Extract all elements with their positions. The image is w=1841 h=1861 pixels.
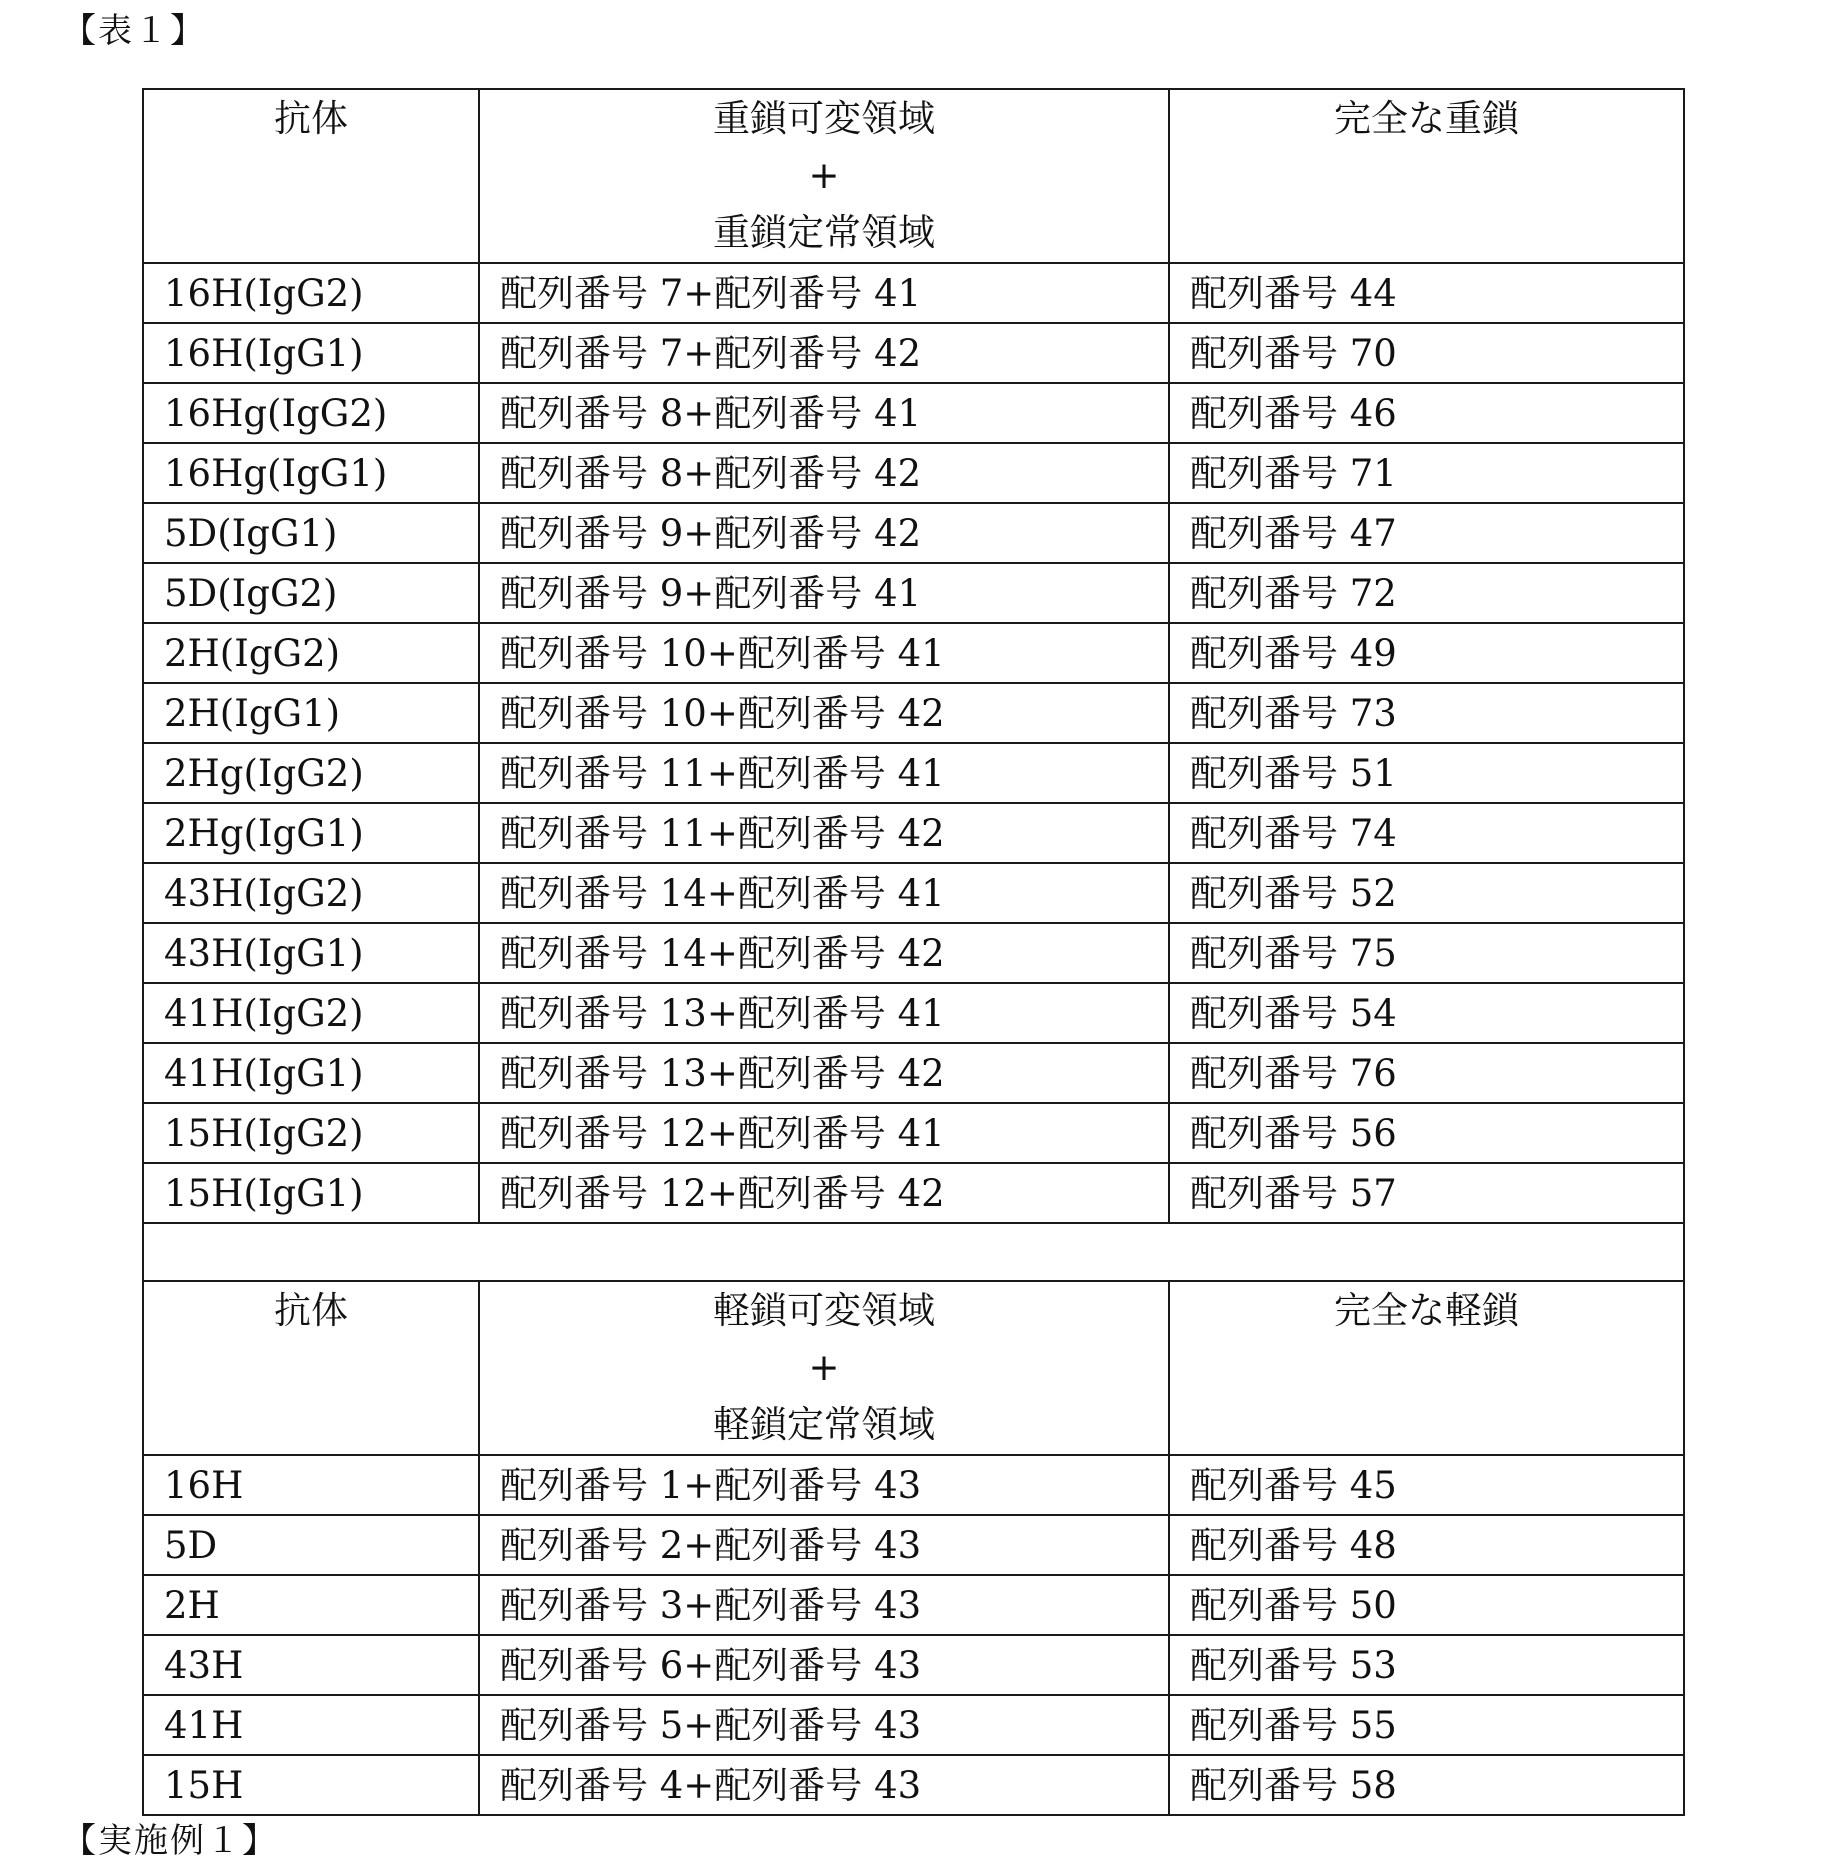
full-chain-cell: 配列番号 52 xyxy=(1169,863,1684,923)
sequence-cell: 配列番号 8+配列番号 41 xyxy=(479,383,1169,443)
full-chain-cell: 配列番号 71 xyxy=(1169,443,1684,503)
light-header-full-label: 完全な軽鎖 xyxy=(1170,1282,1683,1339)
table-row xyxy=(143,383,1684,443)
table-row xyxy=(143,683,1684,743)
antibody-cell: 15H(IgG1) xyxy=(143,1163,479,1223)
antibody-cell: 5D(IgG1) xyxy=(143,503,479,563)
antibody-cell: 43H xyxy=(143,1635,479,1695)
footer-text: 【実施例１】 xyxy=(62,1824,278,1858)
full-chain-cell: 配列番号 73 xyxy=(1169,683,1684,743)
heavy-header-antibody-label: 抗体 xyxy=(144,90,478,147)
full-chain-cell: 配列番号 44 xyxy=(1169,263,1684,323)
heavy-header-region xyxy=(479,89,1169,263)
heavy-header-antibody xyxy=(143,89,479,263)
sequence-cell: 配列番号 10+配列番号 41 xyxy=(479,623,1169,683)
section-gap-cell xyxy=(143,1223,1684,1281)
full-chain-cell: 配列番号 76 xyxy=(1169,1043,1684,1103)
sequence-cell: 配列番号 6+配列番号 43 xyxy=(479,1635,1169,1695)
table-body xyxy=(143,89,1684,1815)
sequence-cell: 配列番号 7+配列番号 42 xyxy=(479,323,1169,383)
full-chain-cell: 配列番号 56 xyxy=(1169,1103,1684,1163)
heavy-header-region-line1: 重鎖可変領域 xyxy=(480,90,1168,147)
table-row xyxy=(143,623,1684,683)
full-chain-cell: 配列番号 58 xyxy=(1169,1755,1684,1815)
sequence-cell: 配列番号 11+配列番号 41 xyxy=(479,743,1169,803)
full-chain-cell: 配列番号 53 xyxy=(1169,1635,1684,1695)
table-row xyxy=(143,563,1684,623)
light-header-region-line1: 軽鎖可変領域 xyxy=(480,1282,1168,1339)
sequence-cell: 配列番号 9+配列番号 42 xyxy=(479,503,1169,563)
table-row xyxy=(143,803,1684,863)
antibody-cell: 43H(IgG2) xyxy=(143,863,479,923)
antibody-cell: 2H xyxy=(143,1575,479,1635)
sequence-cell: 配列番号 14+配列番号 42 xyxy=(479,923,1169,983)
table-row xyxy=(143,863,1684,923)
heavy-header-full xyxy=(1169,89,1684,263)
full-chain-cell: 配列番号 48 xyxy=(1169,1515,1684,1575)
antibody-cell: 16Hg(IgG1) xyxy=(143,443,479,503)
sequence-cell: 配列番号 4+配列番号 43 xyxy=(479,1755,1169,1815)
table-row xyxy=(143,1635,1684,1695)
full-chain-cell: 配列番号 51 xyxy=(1169,743,1684,803)
full-chain-cell: 配列番号 70 xyxy=(1169,323,1684,383)
table-row xyxy=(143,923,1684,983)
sequence-cell: 配列番号 14+配列番号 41 xyxy=(479,863,1169,923)
sequence-cell: 配列番号 5+配列番号 43 xyxy=(479,1695,1169,1755)
antibody-cell: 2H(IgG1) xyxy=(143,683,479,743)
sequence-cell: 配列番号 13+配列番号 42 xyxy=(479,1043,1169,1103)
antibody-cell: 15H xyxy=(143,1755,479,1815)
antibody-cell: 16H xyxy=(143,1455,479,1515)
heavy-header-region-line2: + xyxy=(480,147,1168,204)
table-row xyxy=(143,1455,1684,1515)
light-header-region-line2: + xyxy=(480,1339,1168,1396)
table-row xyxy=(143,323,1684,383)
table-row xyxy=(143,1575,1684,1635)
antibody-cell: 16H(IgG1) xyxy=(143,323,479,383)
antibody-cell: 5D xyxy=(143,1515,479,1575)
table-row xyxy=(143,1103,1684,1163)
table-row xyxy=(143,1163,1684,1223)
table-row xyxy=(143,1043,1684,1103)
table-label: 【表１】 xyxy=(62,14,206,48)
antibody-cell: 16Hg(IgG2) xyxy=(143,383,479,443)
light-header-antibody xyxy=(143,1281,479,1455)
full-chain-cell: 配列番号 49 xyxy=(1169,623,1684,683)
full-chain-cell: 配列番号 57 xyxy=(1169,1163,1684,1223)
antibody-cell: 16H(IgG2) xyxy=(143,263,479,323)
table-row xyxy=(143,443,1684,503)
sequence-cell: 配列番号 2+配列番号 43 xyxy=(479,1515,1169,1575)
antibody-cell: 41H xyxy=(143,1695,479,1755)
antibody-sequence-table xyxy=(142,88,1685,1816)
antibody-cell: 43H(IgG1) xyxy=(143,923,479,983)
sequence-cell: 配列番号 10+配列番号 42 xyxy=(479,683,1169,743)
antibody-cell: 2Hg(IgG2) xyxy=(143,743,479,803)
sequence-cell: 配列番号 7+配列番号 41 xyxy=(479,263,1169,323)
full-chain-cell: 配列番号 46 xyxy=(1169,383,1684,443)
sequence-cell: 配列番号 8+配列番号 42 xyxy=(479,443,1169,503)
sequence-cell: 配列番号 13+配列番号 41 xyxy=(479,983,1169,1043)
table-row xyxy=(143,1695,1684,1755)
full-chain-cell: 配列番号 72 xyxy=(1169,563,1684,623)
light-header-antibody-label: 抗体 xyxy=(144,1282,478,1339)
antibody-cell: 41H(IgG2) xyxy=(143,983,479,1043)
full-chain-cell: 配列番号 55 xyxy=(1169,1695,1684,1755)
table-row xyxy=(143,263,1684,323)
table-row xyxy=(143,983,1684,1043)
light-header-region-line3: 軽鎖定常領域 xyxy=(480,1396,1168,1453)
table-row xyxy=(143,503,1684,563)
section-gap-row xyxy=(143,1223,1684,1281)
heavy-chain-header-row xyxy=(143,89,1684,263)
light-chain-header-row xyxy=(143,1281,1684,1455)
full-chain-cell: 配列番号 74 xyxy=(1169,803,1684,863)
table-row xyxy=(143,1755,1684,1815)
antibody-cell: 5D(IgG2) xyxy=(143,563,479,623)
heavy-header-region-line3: 重鎖定常領域 xyxy=(480,204,1168,261)
full-chain-cell: 配列番号 45 xyxy=(1169,1455,1684,1515)
sequence-cell: 配列番号 11+配列番号 42 xyxy=(479,803,1169,863)
sequence-cell: 配列番号 9+配列番号 41 xyxy=(479,563,1169,623)
sequence-cell: 配列番号 12+配列番号 42 xyxy=(479,1163,1169,1223)
antibody-cell: 2Hg(IgG1) xyxy=(143,803,479,863)
sequence-cell: 配列番号 3+配列番号 43 xyxy=(479,1575,1169,1635)
heavy-header-full-label: 完全な重鎖 xyxy=(1170,90,1683,147)
full-chain-cell: 配列番号 50 xyxy=(1169,1575,1684,1635)
full-chain-cell: 配列番号 47 xyxy=(1169,503,1684,563)
antibody-cell: 15H(IgG2) xyxy=(143,1103,479,1163)
antibody-cell: 2H(IgG2) xyxy=(143,623,479,683)
table-row xyxy=(143,743,1684,803)
antibody-cell: 41H(IgG1) xyxy=(143,1043,479,1103)
full-chain-cell: 配列番号 54 xyxy=(1169,983,1684,1043)
sequence-cell: 配列番号 12+配列番号 41 xyxy=(479,1103,1169,1163)
table-row xyxy=(143,1515,1684,1575)
light-header-full xyxy=(1169,1281,1684,1455)
light-header-region xyxy=(479,1281,1169,1455)
full-chain-cell: 配列番号 75 xyxy=(1169,923,1684,983)
sequence-cell: 配列番号 1+配列番号 43 xyxy=(479,1455,1169,1515)
